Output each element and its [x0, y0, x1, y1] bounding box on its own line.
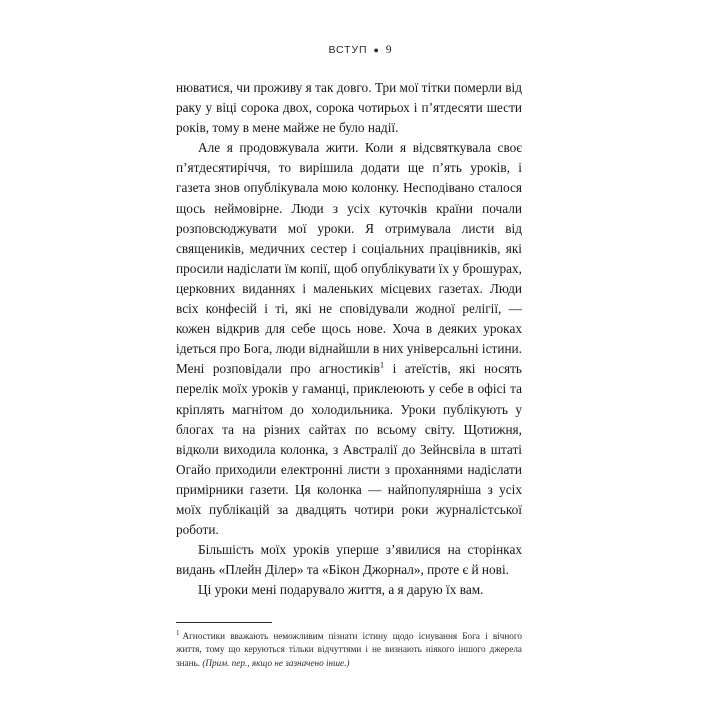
- footnote-divider: [176, 622, 272, 623]
- footnote-area: [176, 622, 522, 670]
- running-head-separator-icon: ●: [373, 45, 380, 56]
- page-number: 9: [385, 44, 392, 56]
- paragraph-1: нюватися, чи проживу я так довго. Три мої тітки померли від раку у віці сорока двох, сорока чотирьох і п’ятдесяти шести років, тому в мене майже не було надії.: [176, 80, 522, 136]
- footnote-reference-marker: 1: [379, 359, 385, 370]
- footnote-marker: 1: [176, 628, 180, 637]
- footnote-text: [176, 630, 522, 670]
- paragraph-3: Більшість моїх уроків уперше з’явилися на сторінках видань «Плейн Ділер» та «Бікон Джорнал», проте є й нові.: [176, 542, 522, 578]
- running-head-section: ВСТУП: [328, 44, 368, 56]
- footnote-body: Агностики вважають неможливим пізнати істину щодо існування Бога і вічного життя, тому що керуються тільки відчуттями і не визнають ніякого іншого джерела знань.: [176, 631, 522, 668]
- paragraph-2-text-continued: і атеїстів, які носять перелік моїх уроків у гаманці, приклеюють у себе в офісі та кріплять магнітом до холодильника. Уроки публікують у блогах та на різних сайтах по всьому світу. Щотижня, відколи виходила колонка, з Австралії до Зейнсвіла в штаті Огайо приходили електронні листи з проханнями надіслати примірники газети. Ця колонка — найпопулярніша з усіх моїх публікацій за двадцять чотири роки журналістської роботи.: [176, 361, 522, 538]
- paragraph-4: Ці уроки мені подарувало життя, а я дарую їх вам.: [198, 582, 484, 598]
- paragraph-2-text: Але я продовжувала жити. Коли я відсвяткувала своє п’ятдесятиріччя, то вирішила додати ще п’ять уроків, і газета знов опублікувала мою колонку. Несподівано сталося щось неймовірне. Люди з усіх куточків країни почали розповсюджувати мої уроки. Я отримувала листи від священиків, медичних сестер і соціальних працівників, які просили надіслати їм копії, щоб опублікувати їх у брошурах, церковних виданнях і маленьких місцевих газетах. Люди всіх конфесій і ті, які не сповідували жодної релігії, — кожен відкрив для себе щось нове. Хоча в деяких уроках ідеться про Бога, люди віднайшли в них універсальні істини. Мені розповідали про агностиків: [176, 140, 522, 377]
- paragraph-2: [176, 138, 522, 540]
- body-text-column: [176, 78, 522, 600]
- running-head: [0, 44, 720, 56]
- footnote-note: (Прим. пер., якщо не зазначено інше.): [202, 657, 350, 668]
